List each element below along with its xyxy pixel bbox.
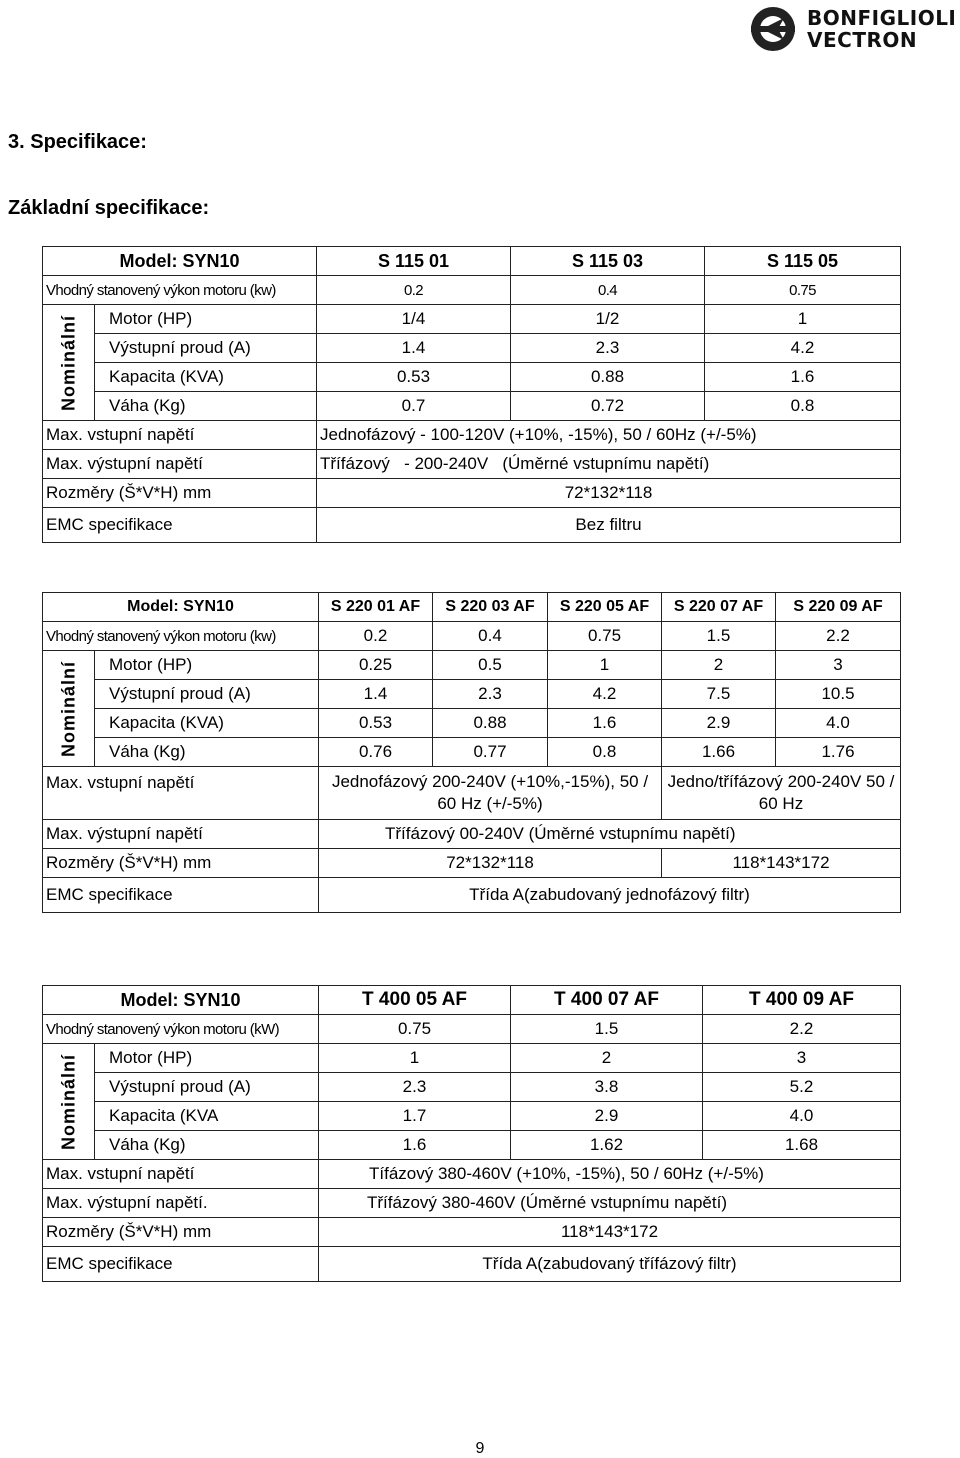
nominal-label: Nominální xyxy=(58,314,78,411)
table-row xyxy=(43,680,901,709)
nominal-label-cell xyxy=(43,1044,95,1160)
capacity-cell: 0.53 xyxy=(319,709,433,738)
model-cell: S 220 07 AF xyxy=(662,593,776,622)
dimensions-value: 72*132*118 xyxy=(317,479,901,508)
brand-emblem-icon xyxy=(745,4,801,54)
nominal-label: Nominální xyxy=(58,660,78,757)
emc-label: EMC specifikace xyxy=(43,878,319,913)
max-output-label: Max. výstupní napětí xyxy=(43,820,319,849)
emc-label: EMC specifikace xyxy=(43,508,317,543)
weight-cell: 1.76 xyxy=(776,738,901,767)
capacity-cell: 2.9 xyxy=(662,709,776,738)
subsection-title: Základní specifikace: xyxy=(8,197,210,219)
current-cell: 2.3 xyxy=(511,334,705,363)
spec-table-s220 xyxy=(42,592,901,913)
power-cell: 0.75 xyxy=(548,622,662,651)
motor-cell: 0.5 xyxy=(433,651,548,680)
table-row xyxy=(43,363,901,392)
brand-logo xyxy=(745,4,957,54)
weight-cell: 1.6 xyxy=(319,1131,511,1160)
power-cell: 1.5 xyxy=(511,1015,703,1044)
table-row xyxy=(43,1015,901,1044)
power-cell: 0.4 xyxy=(511,276,705,305)
capacity-label: Kapacita (KVA) xyxy=(95,709,319,738)
max-output-value: Třífázový 00-240V (Úměrné vstupnímu napětí) xyxy=(319,820,901,849)
table-row xyxy=(43,421,901,450)
motor-label: Motor (HP) xyxy=(95,651,319,680)
spec-table-t400 xyxy=(42,985,901,1282)
current-label: Výstupní proud (A) xyxy=(95,1073,319,1102)
capacity-cell: 0.53 xyxy=(317,363,511,392)
model-cell: S 115 03 xyxy=(511,247,705,276)
model-label: Model: SYN10 xyxy=(43,593,319,622)
capacity-cell: 1.6 xyxy=(705,363,901,392)
table-row xyxy=(43,709,901,738)
power-cell: 1.5 xyxy=(662,622,776,651)
model-cell: S 115 01 xyxy=(317,247,511,276)
table-row xyxy=(43,1044,901,1073)
model-label: Model: SYN10 xyxy=(43,247,317,276)
weight-label: Váha (Kg) xyxy=(95,392,317,421)
capacity-cell: 4.0 xyxy=(776,709,901,738)
motor-cell: 2 xyxy=(511,1044,703,1073)
model-label: Model: SYN10 xyxy=(43,986,319,1015)
table-row xyxy=(43,767,901,820)
max-input-value-single: Jednofázový 200-240V (+10%,-15%), 50 / 60 Hz (+/-5%) xyxy=(319,767,662,820)
max-output-label: Max. výstupní napětí. xyxy=(43,1189,319,1218)
section-title: 3. Specifikace: xyxy=(8,131,147,153)
motor-cell: 1 xyxy=(548,651,662,680)
model-cell: S 220 09 AF xyxy=(776,593,901,622)
weight-cell: 0.72 xyxy=(511,392,705,421)
table-row xyxy=(43,878,901,913)
weight-cell: 1.68 xyxy=(703,1131,901,1160)
max-input-label: Max. vstupní napětí xyxy=(43,421,317,450)
table-row xyxy=(43,1218,901,1247)
table-row xyxy=(43,622,901,651)
max-output-value: Třífázový 380-460V (Úměrné vstupnímu napětí) xyxy=(319,1189,901,1218)
weight-cell: 0.8 xyxy=(705,392,901,421)
emc-value: Třída A(zabudovaný třífázový filtr) xyxy=(319,1247,901,1282)
current-cell: 1.4 xyxy=(319,680,433,709)
max-input-value: Tífázový 380-460V (+10%, -15%), 50 / 60Hz (+/-5%) xyxy=(319,1160,901,1189)
weight-cell: 0.76 xyxy=(319,738,433,767)
dimensions-label: Rozměry (Š*V*H) mm xyxy=(43,849,319,878)
power-cell: 0.2 xyxy=(317,276,511,305)
motor-cell: 1/4 xyxy=(317,305,511,334)
power-label: Vhodný stanovený výkon motoru (kW) xyxy=(43,1015,319,1044)
weight-cell: 0.8 xyxy=(548,738,662,767)
power-cell: 0.75 xyxy=(705,276,901,305)
motor-cell: 1/2 xyxy=(511,305,705,334)
spec-table-s115 xyxy=(42,246,901,543)
emc-label: EMC specifikace xyxy=(43,1247,319,1282)
capacity-cell: 0.88 xyxy=(511,363,705,392)
motor-cell: 0.25 xyxy=(319,651,433,680)
model-cell: T 400 07 AF xyxy=(511,986,703,1015)
capacity-cell: 2.9 xyxy=(511,1102,703,1131)
motor-label: Motor (HP) xyxy=(95,305,317,334)
current-cell: 3.8 xyxy=(511,1073,703,1102)
power-cell: 0.75 xyxy=(319,1015,511,1044)
table-row xyxy=(43,1131,901,1160)
current-cell: 4.2 xyxy=(705,334,901,363)
table-row xyxy=(43,334,901,363)
table-row xyxy=(43,1073,901,1102)
emc-value: Třída A(zabudovaný jednofázový filtr) xyxy=(319,878,901,913)
nominal-label-cell xyxy=(43,651,95,767)
table-row xyxy=(43,986,901,1015)
max-input-value: Jednofázový - 100-120V (+10%, -15%), 50 / 60Hz (+/-5%) xyxy=(317,421,901,450)
table-row xyxy=(43,593,901,622)
current-cell: 10.5 xyxy=(776,680,901,709)
table-row xyxy=(43,392,901,421)
dimensions-label: Rozměry (Š*V*H) mm xyxy=(43,1218,319,1247)
dimensions-value-b: 118*143*172 xyxy=(662,849,901,878)
table-row xyxy=(43,820,901,849)
max-output-label: Max. výstupní napětí xyxy=(43,450,317,479)
power-label: Vhodný stanovený výkon motoru (kw) xyxy=(43,622,319,651)
brand-line1: BONFIGLIOLI xyxy=(807,6,957,30)
table-row xyxy=(43,479,901,508)
model-cell: T 400 09 AF xyxy=(703,986,901,1015)
table-row xyxy=(43,508,901,543)
capacity-cell: 1.6 xyxy=(548,709,662,738)
nominal-label: Nominální xyxy=(58,1053,78,1150)
current-cell: 1.4 xyxy=(317,334,511,363)
motor-cell: 1 xyxy=(319,1044,511,1073)
capacity-cell: 0.88 xyxy=(433,709,548,738)
current-cell: 2.3 xyxy=(319,1073,511,1102)
power-cell: 0.2 xyxy=(319,622,433,651)
power-cell: 0.4 xyxy=(433,622,548,651)
model-cell: S 115 05 xyxy=(705,247,901,276)
power-cell: 2.2 xyxy=(776,622,901,651)
current-label: Výstupní proud (A) xyxy=(95,334,317,363)
dimensions-value: 118*143*172 xyxy=(319,1218,901,1247)
max-output-value: Třífázový - 200-240V (Úměrné vstupnímu napětí) xyxy=(317,450,901,479)
table-row xyxy=(43,849,901,878)
current-cell: 7.5 xyxy=(662,680,776,709)
motor-cell: 1 xyxy=(705,305,901,334)
capacity-label: Kapacita (KVA) xyxy=(95,363,317,392)
emc-value: Bez filtru xyxy=(317,508,901,543)
capacity-label: Kapacita (KVA xyxy=(95,1102,319,1131)
brand-line2: VECTRON xyxy=(807,28,918,52)
model-cell: T 400 05 AF xyxy=(319,986,511,1015)
motor-cell: 3 xyxy=(776,651,901,680)
max-input-value-multi: Jedno/třífázový 200-240V 50 / 60 Hz xyxy=(662,767,901,820)
nominal-label-cell xyxy=(43,305,95,421)
current-label: Výstupní proud (A) xyxy=(95,680,319,709)
weight-label: Váha (Kg) xyxy=(95,1131,319,1160)
weight-cell: 0.7 xyxy=(317,392,511,421)
table-row xyxy=(43,276,901,305)
model-cell: S 220 03 AF xyxy=(433,593,548,622)
max-input-label: Max. vstupní napětí xyxy=(43,767,319,820)
table-row xyxy=(43,305,901,334)
weight-cell: 1.62 xyxy=(511,1131,703,1160)
motor-label: Motor (HP) xyxy=(95,1044,319,1073)
weight-label: Váha (Kg) xyxy=(95,738,319,767)
capacity-cell: 4.0 xyxy=(703,1102,901,1131)
table-row xyxy=(43,450,901,479)
weight-cell: 1.66 xyxy=(662,738,776,767)
table-row xyxy=(43,1102,901,1131)
table-row xyxy=(43,1160,901,1189)
table-row xyxy=(43,1189,901,1218)
table-row xyxy=(43,1247,901,1282)
weight-cell: 0.77 xyxy=(433,738,548,767)
current-cell: 5.2 xyxy=(703,1073,901,1102)
motor-cell: 2 xyxy=(662,651,776,680)
current-cell: 2.3 xyxy=(433,680,548,709)
capacity-cell: 1.7 xyxy=(319,1102,511,1131)
table-row xyxy=(43,738,901,767)
model-cell: S 220 05 AF xyxy=(548,593,662,622)
motor-cell: 3 xyxy=(703,1044,901,1073)
power-label: Vhodný stanovený výkon motoru (kw) xyxy=(43,276,317,305)
max-input-label: Max. vstupní napětí xyxy=(43,1160,319,1189)
power-cell: 2.2 xyxy=(703,1015,901,1044)
current-cell: 4.2 xyxy=(548,680,662,709)
page-number: 9 xyxy=(475,1440,485,1457)
table-row xyxy=(43,247,901,276)
table-row xyxy=(43,651,901,680)
dimensions-value-a: 72*132*118 xyxy=(319,849,662,878)
dimensions-label: Rozměry (Š*V*H) mm xyxy=(43,479,317,508)
model-cell: S 220 01 AF xyxy=(319,593,433,622)
